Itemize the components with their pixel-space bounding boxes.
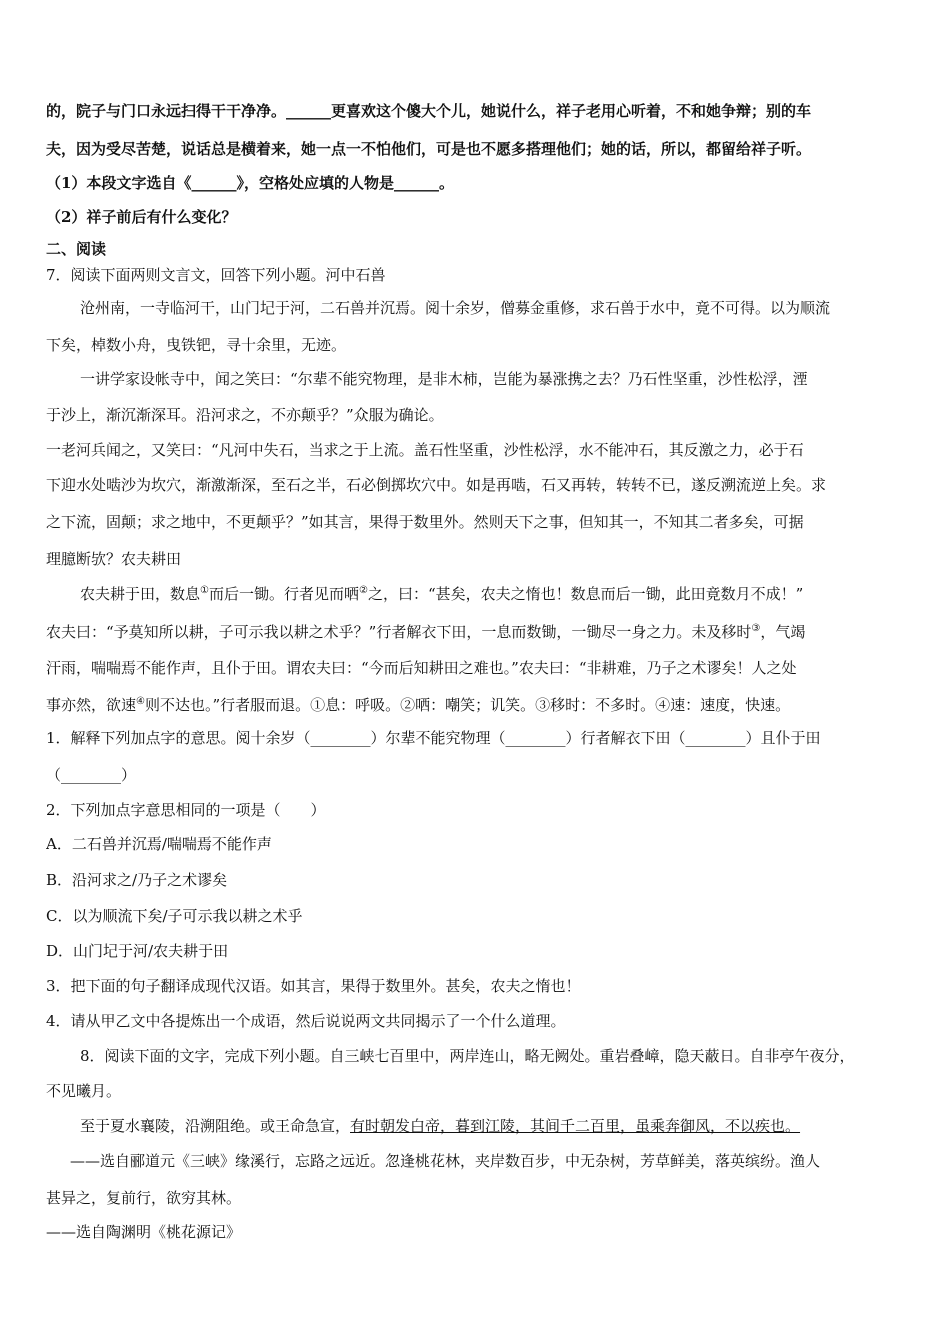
text-line: 理臆断欤？农夫耕田 <box>46 550 182 568</box>
text-line: 甚异之，复前行，欲穷其林。 <box>46 1189 242 1207</box>
question-8-title: 8．阅读下面的文字，完成下列小题。自三峡七百里中，两岸连山，略无阙处。重岩叠嶂，隐天蔽日。自非亭午夜分， <box>80 1047 855 1065</box>
text-segment: ，气竭 <box>760 623 806 641</box>
text-line <box>80 1115 908 1137</box>
text-line: 之下流，固颠；求之地中，不更颠乎？”如其言，果得于数里外。然则天下之事，但知其一，不知其二者多矣，可据 <box>46 513 804 531</box>
text-line: 于沙上，渐沉渐深耳。沿河求之，不亦颠乎？”众服为确论。 <box>46 406 444 424</box>
text-line: 汗雨，喘喘焉不能作声，且仆于田。谓农夫曰：“今而后知耕田之难也。”农夫曰：“非耕难，乃子之术谬矣！人之处 <box>46 659 797 677</box>
text-segment: 事亦然，欲速 <box>46 696 137 714</box>
text-line <box>46 621 908 643</box>
text-segment: 农夫耕于田，数息 <box>80 585 201 603</box>
text-segment: 而后一锄。行者见而哂 <box>208 585 359 603</box>
footnote-marker: ③ <box>751 623 761 634</box>
option-c: C．以为顺流下矣/子可示我以耕之术乎 <box>46 907 303 925</box>
text-segment: 至于夏水襄陵，沿溯阻绝。或王命急宣， <box>80 1117 351 1135</box>
text-line <box>46 694 908 716</box>
question-7-4: 4．请从甲乙文中各提炼出一个成语，然后说说两文共同揭示了一个什么道理。 <box>46 1012 566 1030</box>
text-line: 下迎水处啮沙为坎穴，渐激渐深，至石之半，石必倒掷坎穴中。如是再啮，石又再转，转转不已，遂反溯流逆上矣。求 <box>46 476 827 494</box>
text-line: 一老河兵闻之，又笑曰：“凡河中失石，当求之于上流。盖石性坚重，沙性松浮，水不能冲石，其反激之力，必于石 <box>46 441 804 459</box>
passage-line: 夫，因为受尽苦楚，说话总是横着来，她一点一不怕他们，可是也不愿多搭理他们；她的话，所以，都留给祥子听。 <box>46 140 812 158</box>
text-line: ——选自郦道元《三峡》缘溪行，忘路之远近。忽逢桃花林，夹岸数百步，中无杂树，芳草鲜美，落英缤纷。渔人 <box>70 1152 821 1170</box>
passage-line: 的，院子与门口永远扫得干干净净。______更喜欢这个傻大个儿，她说什么，祥子老用心听着，不和她争辩；别的车 <box>46 102 812 120</box>
question-1-1: （1）本段文字选自《______》，空格处应填的人物是______。 <box>46 174 454 192</box>
question-7-3: 3．把下面的句子翻译成现代汉语。如其言，果得于数里外。甚矣，农夫之惰也！ <box>46 977 581 995</box>
source-attribution: ——选自陶渊明《桃花源记》 <box>46 1223 242 1241</box>
text-segment: 则不达也。”行者服而退。①息：呼吸。②哂：嘲笑；讥笑。③移时：不多时。④速：速度，快速。 <box>144 696 791 714</box>
question-7-title: 7．阅读下面两则文言文，回答下列小题。河中石兽 <box>46 266 386 284</box>
text-segment: 之，曰：“甚矣，农夫之惰也！数息而后一锄，此田竟数月不成！” <box>367 585 804 603</box>
text-line: 一讲学家设帐寺中，闻之笑曰：“尔辈不能究物理，是非木柿，岂能为暴涨携之去？乃石性坚重，沙性松浮，湮 <box>80 370 808 388</box>
answer-blank: （________） <box>46 766 137 784</box>
question-7-2: 2．下列加点字意思相同的一项是（ ） <box>46 801 326 819</box>
text-line <box>80 583 908 605</box>
text-line: 沧州南，一寺临河干，山门圮于河，二石兽并沉焉。阅十余岁，僧募金重修，求石兽于水中，竟不可得。以为顺流 <box>80 299 831 317</box>
text-line: 下矣，棹数小舟，曳铁钯，寻十余里，无迹。 <box>46 336 347 354</box>
footnote-marker: ② <box>359 585 368 596</box>
text-line: 不见曦月。 <box>46 1082 122 1100</box>
underlined-sentence: 有时朝发白帝，暮到江陵，其间千二百里，虽乘奔御风，不以疾也。 <box>350 1117 801 1135</box>
footnote-marker: ④ <box>136 696 145 707</box>
text-segment: 农夫曰：“予莫知所以耕，子可示我以耕之术乎？”行者解衣下田，一息而数锄，一锄尽一身之力。未及移时 <box>46 623 752 641</box>
option-b: B．沿河求之/乃子之术谬矣 <box>46 871 228 889</box>
question-7-1: 1．解释下列加点字的意思。阅十余岁（________）尔辈不能究物理（________）行者解衣下田（________）且仆于田 <box>46 729 821 747</box>
footnote-marker: ① <box>200 585 209 596</box>
option-d: D．山门圮于河/农夫耕于田 <box>46 942 229 960</box>
question-1-2: （2）祥子前后有什么变化？ <box>46 208 237 226</box>
section-heading: 二、阅读 <box>46 240 107 258</box>
option-a: A．二石兽并沉焉/喘喘焉不能作声 <box>46 835 272 853</box>
